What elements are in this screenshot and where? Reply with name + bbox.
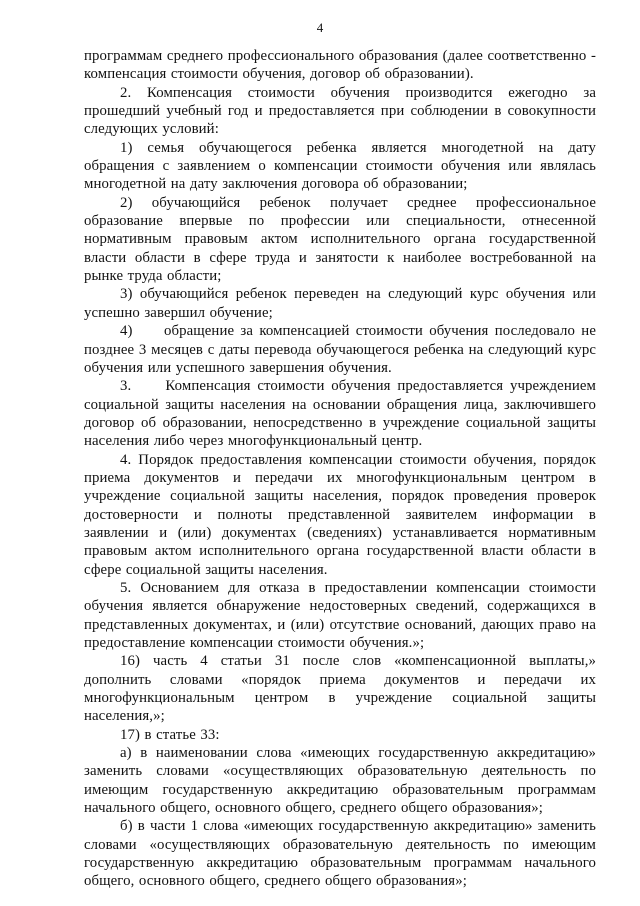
paragraph-clause-5: 5. Основанием для отказа в предоставлении компенсации стоимости обучения является обнаружение недостоверных сведений, содержащихся в представленных документах, и (или) отсутствие оснований, дающих право на предоставление компенсации стоимости обучения.»;	[84, 579, 596, 651]
paragraph-clause-3: 3. Компенсация стоимости обучения предоставляется учреждением социальной защиты населения на основании обращения лица, заключившего договор об образовании, непосредственно в учреждение социальной защиты населения либо через многофункциональный центр.	[84, 378, 601, 450]
page-number: 4	[316, 20, 324, 35]
paragraph-condition-3: 3) обучающийся ребенок переведен на следующий курс обучения или успешно завершил обучение;	[84, 286, 596, 321]
paragraph-condition-1: 1) семья обучающегося ребенка является многодетной на дату обращения с заявлением о компенсации стоимости обучения или являлась многодетной на дату заключения договора об образовании;	[84, 139, 596, 193]
paragraph-condition-2: 2) обучающийся ребенок получает среднее профессиональное образование впервые по профессии или специальности, отнесенной нормативным правовым актом исполнительного органа государственной власти области в сфере труда и занятости к наиболее востребованной на рынке труда области;	[84, 194, 596, 285]
paragraph-amendment-17a: а) в наименовании слова «имеющих государственную аккредитацию» заменить словами «осуществляющих образовательную деятельность по имеющим государственную аккредитацию образовательным программам начального общего, основного общего, среднего общего образования»;	[84, 745, 596, 817]
paragraph-amendment-17: 17) в статье 33:	[120, 726, 220, 743]
paragraph-clause-4: 4. Порядок предоставления компенсации стоимости обучения, порядок приема документов и передачи их многофункциональным центром в учреждение социальной защиты населения, порядок проведения проверок достоверности и полноты представленной заявителем информации в заявлении и (или) документах (сведениях) устанавливается нормативным правовым актом исполнительного органа государственной власти области в сфере социальной защиты населения.	[84, 451, 596, 578]
paragraph-amendment-16: 16) часть 4 статьи 31 после слов «компенсационной выплаты,» дополнить словами «порядок приема документов и передачи их многофункциональным центром в учреждение социальной защиты населения,»;	[84, 653, 596, 725]
paragraph-condition-4: 4) обращение за компенсацией стоимости обучения последовало не позднее 3 месяцев с даты перевода обучающегося ребенка на следующий курс обучения или успешного завершения обучения.	[84, 323, 601, 376]
document-body	[84, 47, 601, 891]
paragraph-continuation: программам среднего профессионального образования (далее соответственно - компенсация стоимости обучения, договор об образовании).	[84, 48, 596, 83]
paragraph-amendment-17b: б) в части 1 слова «имеющих государственную аккредитацию» заменить словами «осуществляющих образовательную деятельность по имеющим государственную аккредитацию образовательным программам начального общего, основного общего, среднего общего образования»;	[84, 818, 596, 890]
paragraph-clause-2: 2. Компенсация стоимости обучения производится ежегодно за прошедший учебный год и предоставляется при соблюдении в совокупности следующих условий:	[84, 84, 596, 138]
